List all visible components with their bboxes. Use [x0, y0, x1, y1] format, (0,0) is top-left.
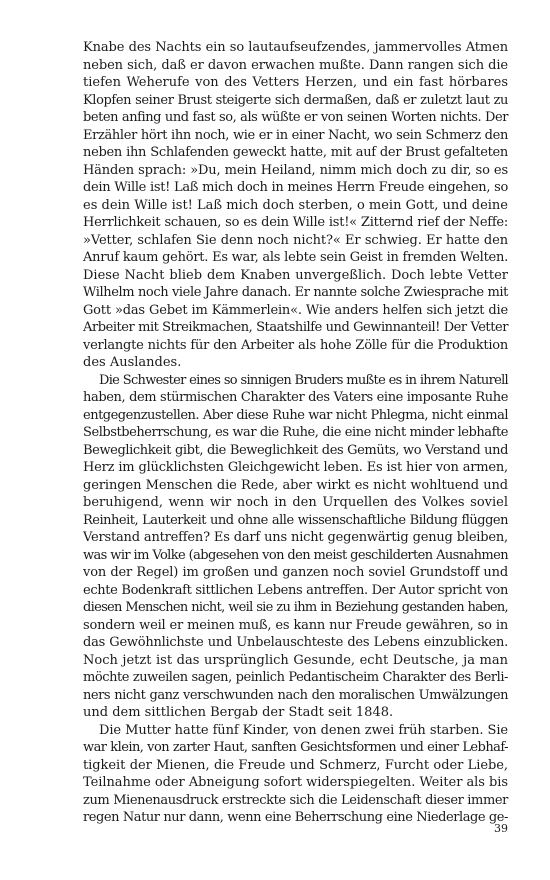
text-line: Diese Nacht blieb dem Knaben unvergeßlich. Doch lebte Vetter — [83, 267, 508, 283]
text-line: Herz im glücklichsten Gleichgewicht leben. Es ist hier von armen, — [83, 460, 508, 475]
text-line: neben ihn Schlafenden geweckt hatte, mit auf der Brust gefalteten — [83, 145, 508, 160]
text-line: dein Wille ist! Laß mich doch in meines Herrn Freude eingehen, so — [83, 180, 508, 195]
text-line: neben sich, daß er davon erwachen mußte. Dann rangen sich die — [83, 57, 508, 73]
text-line: Die Schwester eines so sinnigen Bruders mußte es in ihrem Naturell — [99, 372, 508, 388]
text-line: es dein Wille ist! Laß mich doch sterben, o mein Gott, und deine — [83, 197, 508, 213]
text-line: regen Natur nur dann, wenn eine Beherrschung eine Niederlage ge- — [83, 810, 508, 825]
paragraph-2 — [83, 372, 508, 722]
body-text — [83, 39, 508, 827]
text-line: beruhigend, wenn wir noch in den Urquellen des Volkes soviel — [83, 495, 508, 510]
text-line: tiefen Weherufe von des Vetters Herzen, und ein fast hörbares — [83, 75, 508, 90]
text-line: was wir im Volke (abgesehen von den meist geschilderten Ausnahmen — [83, 547, 508, 563]
text-line: sondern weil er meinen muß, es kann nur Freude gewähren, so in — [83, 617, 508, 633]
paragraph-3 — [83, 722, 508, 827]
text-line: Noch jetzt ist das ursprünglich Gesunde, echt Deutsche, ja man — [83, 652, 508, 668]
text-line: Knabe des Nachts ein so lautaufseufzendes, jammervolles Atmen — [83, 40, 508, 55]
text-line: von der Regel) im großen und ganzen noch soviel Grundstoff und — [83, 565, 508, 580]
text-line: Beweglichkeit gibt, die Beweglichkeit des Gemüts, wo Verstand und — [83, 442, 508, 458]
text-line: haben, dem stürmischen Charakter des Vaters eine imposante Ruhe — [83, 390, 508, 405]
text-line: war klein, von zarter Haut, sanften Gesichtsformen und einer Lebhaf- — [83, 740, 508, 755]
text-line: Verstand antreffen? Es darf uns nicht gegenwärtig genug bleiben, — [83, 530, 508, 545]
text-line: möchte zuweilen sagen, peinlich Pedantischeim Charakter des Berli- — [83, 670, 508, 685]
text-line: Die Mutter hatte fünf Kinder, von denen zwei früh starben. Sie — [99, 722, 508, 738]
text-line: Erzähler hört ihn noch, wie er in einer Nacht, wo sein Schmerz den — [83, 127, 508, 143]
text-line: echte Bodenkraft sittlichen Lebens antreffen. Der Autor spricht von — [83, 582, 508, 598]
text-line: des Auslandes. — [83, 355, 182, 370]
page-number: 39 — [494, 822, 508, 835]
text-line: Klopfen seiner Brust steigerte sich dermaßen, daß er zuletzt laut zu — [83, 92, 508, 108]
text-line: Teilnahme oder Abneigung sofort widerspiegelten. Weiter als bis — [83, 775, 508, 790]
paragraph-1 — [83, 39, 508, 372]
text-line: Arbeiter mit Streikmachen, Staatshilfe und Gewinnanteil! Der Vetter — [83, 320, 508, 335]
text-line: Selbstbeherrschung, es war die Ruhe, die eine nicht minder lebhafte — [83, 425, 508, 440]
text-line: verlangte nichts für den Arbeiter als hohe Zölle für die Produktion — [83, 337, 508, 353]
text-line: Anruf kaum gehört. Es war, als lebte sein Geist in fremden Welten. — [83, 250, 508, 265]
text-line: Herrlichkeit schauen, so es dein Wille ist!« Zitternd rief der Neffe: — [83, 215, 508, 230]
text-line: diesen Menschen nicht, weil sie zu ihm in Beziehung gestanden haben, — [83, 600, 508, 615]
text-line: Reinheit, Lauterkeit und ohne alle wissenschaftliche Bildung flüggen — [83, 512, 508, 528]
text-line: »Vetter, schlafen Sie denn noch nicht?« Er schwieg. Er hatte den — [83, 232, 508, 248]
text-line: Wilhelm noch viele Jahre danach. Er nannte solche Zwiesprache mit — [83, 285, 508, 300]
text-line: das Gewöhnlichste und Unbelauschteste des Lebens einzublicken. — [83, 635, 508, 650]
text-line: tigkeit der Mienen, die Freude und Schmerz, Furcht oder Liebe, — [83, 757, 508, 773]
text-line: Gott »das Gebet im Kämmerlein«. Wie anders helfen sich jetzt die — [83, 302, 508, 318]
text-line: Händen sprach: »Du, mein Heiland, nimm mich doch zu dir, so es — [83, 162, 508, 178]
text-line: zum Mienenausdruck erstreckte sich die Leidenschaft dieser immer — [83, 792, 508, 808]
text-line: und dem sittlichen Bergab der Stadt seit 1848. — [83, 705, 394, 720]
text-line: beten anfing und fast so, als wüßte er von seinen Worten nichts. Der — [83, 110, 508, 125]
text-line: entgegenzustellen. Aber diese Ruhe war nicht Phlegma, nicht einmal — [83, 407, 508, 423]
text-line: geringen Menschen die Rede, aber wirkt es nicht wohltuend und — [83, 477, 508, 493]
text-line: ners nicht ganz verschwunden nach den moralischen Umwälzungen — [83, 687, 508, 703]
